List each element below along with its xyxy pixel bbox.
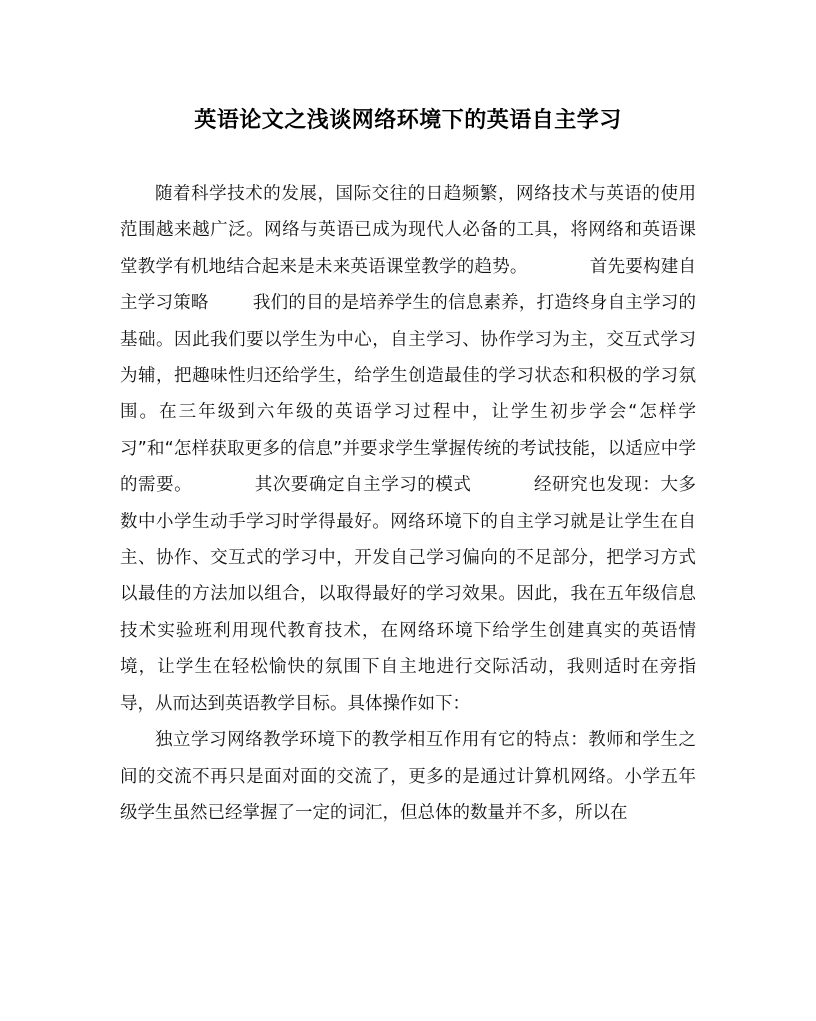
paragraph-1-sentence-5: 经研究也发现：大多数中小学生动手学习时学得最好。网络环境下的自主学习就是让学生在自主、协作、交互式的学习中，开发自己学习偏向的不足部分，把学习方式以最佳的方法加以组合，以取得最好的学习效果。因此，我在五年级信息技术实验班利用现代教育技术，在网络环境下给学生创建真实的英语情境，让学生在轻松愉快的氛围下自主地进行交际活动，我则适时在旁指导，从而达到英语教学目标。具体操作如下： (120, 475, 697, 714)
section-heading-strategy: 首先要构建自主学习策略 (120, 256, 697, 314)
document-body (120, 176, 696, 831)
paragraph-1-sentence-3: 我们的目的是培养学生的信息素养，打造终身自主学习的基础。因此我们要以学生为中心，自主学习、协作学习为主，交互式学习为辅，把趣味性归还给学生，给学生创造最佳的学习状态和积极的学习氛围。在三年级到六年级的英语学习过程中，让学生初步学会“怎样学习”和“怎样获取更多的信息”并要求学生掌握传统的考试技能，以适应中学的需要。 (120, 293, 697, 496)
document-title: 英语论文之浅谈网络环境下的英语自主学习 (194, 107, 622, 133)
paragraph-2: 独立学习网络教学环境下的教学相互作用有它的特点：教师和学生之间的交流不再只是面对面的交流了，更多的是通过计算机网络。小学五年级学生虽然已经掌握了一定的词汇，但总体的数量并不多，所以在 (120, 730, 696, 823)
section-heading-mode: 其次要确定自主学习的模式 (254, 475, 472, 496)
paragraph-1 (120, 176, 696, 722)
paragraph-1-sentence-1: 随着科学技术的发展，国际交往的日趋频繁，网络技术与英语的使用范围越来越广泛。网络与英语已成为现代人必备的工具，将网络和英语课堂教学有机地结合起来是未来英语课堂教学的趋势。 (120, 184, 696, 277)
